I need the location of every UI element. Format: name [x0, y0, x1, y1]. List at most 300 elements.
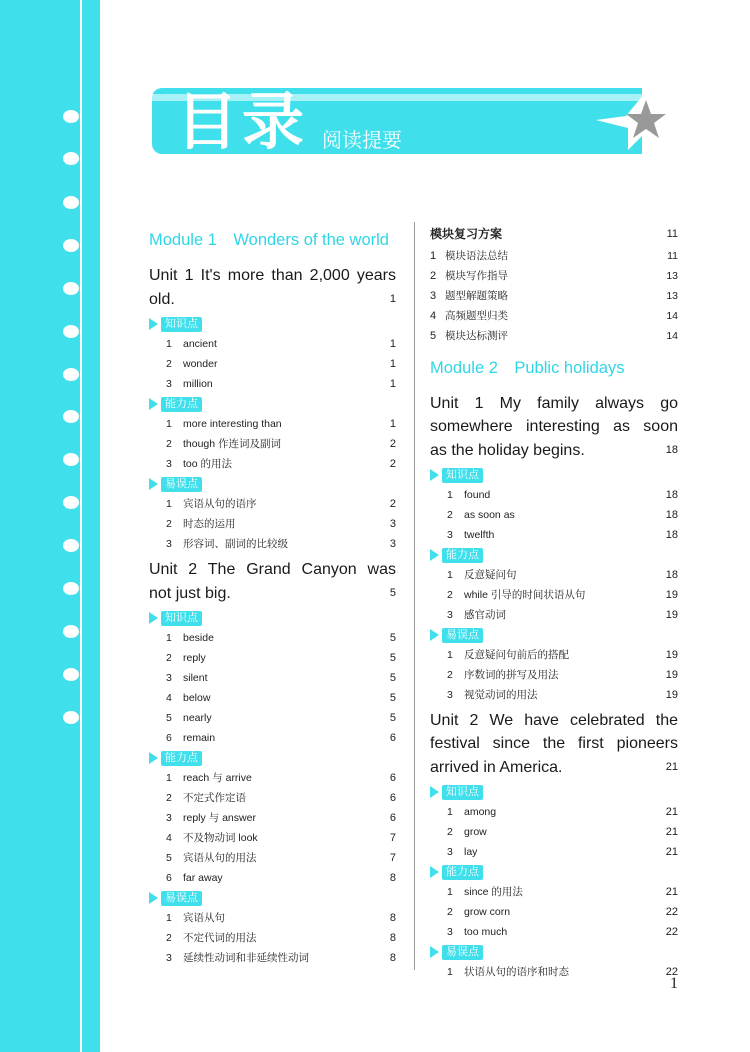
unit-title-line: Unit 2 We have celebrated the [430, 712, 678, 729]
toc-entry-label [166, 534, 288, 554]
toc-entry-number: 6 [166, 732, 172, 744]
toc-entry[interactable] [430, 485, 678, 505]
unit-title-line: Unit 1 It's more than 2,000 years [149, 267, 396, 284]
toc-entry-page: 8 [389, 932, 396, 944]
toc-left-column [149, 224, 396, 968]
toc-entry-number: 3 [447, 609, 453, 621]
toc-entry-text: among [464, 806, 497, 818]
review-plan-entry-page: 13 [666, 290, 678, 302]
toc-entry-text: 延续性动词和非延续性动词 [183, 952, 309, 964]
toc-entry[interactable] [430, 842, 678, 862]
toc-entry-number: 1 [447, 489, 453, 501]
toc-entry-page: 22 [665, 966, 678, 978]
module-title[interactable]: Module 2 Public holidays [430, 359, 625, 377]
toc-entry-number: 2 [166, 932, 172, 944]
toc-entry-page: 5 [389, 632, 396, 644]
section-badge: 能力点 [161, 751, 202, 766]
toc-entry-text: grow corn [464, 906, 511, 918]
toc-entry-page: 2 [389, 458, 396, 470]
review-plan-number: 5 [430, 330, 437, 342]
toc-entry-text: too 的用法 [183, 458, 233, 470]
unit-heading[interactable] [430, 705, 678, 782]
unit-page-number: 5 [389, 587, 396, 599]
review-plan-entry-page: 11 [667, 250, 678, 262]
toc-entry-label [166, 768, 252, 788]
review-plan-text: 题型解题策略 [445, 290, 508, 302]
star-icon [596, 92, 674, 152]
toc-entry-text: beside [183, 632, 214, 644]
toc-entry[interactable] [149, 948, 396, 968]
toc-entry-page: 21 [665, 846, 678, 858]
unit-title-last-line [149, 581, 396, 605]
section-badge: 知识点 [161, 317, 202, 332]
toc-entry-text: below [183, 692, 211, 704]
unit-title-line: somewhere interesting as soon [430, 418, 678, 435]
toc-entry-text: 状语从句的语序和时态 [464, 966, 569, 978]
section-badge: 易误点 [442, 945, 483, 960]
toc-entry-label [447, 585, 585, 605]
toc-entry[interactable] [149, 728, 396, 748]
review-plan-text: 模块写作指导 [445, 270, 508, 282]
review-plan-entry[interactable] [430, 246, 678, 266]
toc-entry[interactable] [430, 962, 678, 982]
toc-entry-number: 4 [166, 832, 172, 844]
toc-right-column [430, 224, 678, 982]
toc-entry-label [447, 902, 510, 922]
toc-entry-page: 21 [665, 806, 678, 818]
toc-entry[interactable] [149, 494, 396, 514]
toc-entry-page: 1 [389, 338, 396, 350]
toc-entry-page: 18 [665, 489, 678, 501]
toc-entry-page: 2 [389, 438, 396, 450]
toc-entry-page: 18 [665, 569, 678, 581]
toc-entry-page: 6 [389, 772, 396, 784]
toc-entry-number: 3 [166, 458, 172, 470]
toc-entry-text: found [464, 489, 491, 501]
toc-entry[interactable] [149, 708, 396, 728]
toc-entry-number: 2 [166, 518, 172, 530]
toc-entry-page: 3 [389, 538, 396, 550]
toc-entry[interactable] [430, 802, 678, 822]
toc-entry-page: 2 [389, 498, 396, 510]
toc-entry-text: 反意疑问句 [464, 569, 517, 581]
review-plan-label [430, 246, 508, 266]
section-header [149, 608, 396, 628]
review-plan-entry-page: 13 [666, 270, 678, 282]
review-plan-number: 2 [430, 270, 437, 282]
triangle-icon [149, 612, 158, 624]
toc-entry-label [447, 505, 515, 525]
toc-entry-number: 2 [447, 906, 453, 918]
binder-hole [63, 152, 79, 165]
toc-entry[interactable] [149, 848, 396, 868]
toc-entry[interactable] [149, 434, 396, 454]
toc-entry-page: 8 [389, 952, 396, 964]
binder-spine [0, 0, 100, 1052]
toc-entry-page: 19 [665, 609, 678, 621]
section-header [430, 942, 678, 962]
review-plan-text: 模块达标测评 [445, 330, 508, 342]
binder-hole [63, 325, 79, 338]
triangle-icon [430, 946, 439, 958]
triangle-icon [430, 629, 439, 641]
toc-entry-number: 6 [166, 872, 172, 884]
toc-entry-label [447, 822, 487, 842]
toc-entry-number: 1 [166, 912, 172, 924]
toc-entry[interactable] [430, 882, 678, 902]
toc-entry-page: 6 [389, 792, 396, 804]
section-badge: 知识点 [442, 468, 483, 483]
toc-entry[interactable] [149, 414, 396, 434]
toc-entry-page: 21 [665, 826, 678, 838]
triangle-icon [430, 866, 439, 878]
toc-entry-text: 序数词的拼写及用法 [464, 669, 559, 681]
toc-entry-label [166, 648, 206, 668]
section-badge: 知识点 [442, 785, 483, 800]
toc-entry-text: remain [183, 732, 216, 744]
toc-entry-text: 宾语从句 [183, 912, 225, 924]
toc-entry-number: 2 [447, 589, 453, 601]
toc-entry-label [166, 808, 256, 828]
triangle-icon [149, 752, 158, 764]
toc-entry-number: 4 [166, 692, 172, 704]
toc-entry-number: 1 [166, 498, 172, 510]
review-plan-label [430, 286, 508, 306]
binder-hole [63, 668, 79, 681]
triangle-icon [149, 398, 158, 410]
toc-entry-page: 19 [665, 589, 678, 601]
toc-entry[interactable] [149, 514, 396, 534]
toc-entry-page: 19 [665, 689, 678, 701]
toc-entry-page: 5 [389, 692, 396, 704]
toc-entry-page: 1 [389, 358, 396, 370]
spine-line [80, 0, 82, 1052]
toc-entry-number: 3 [447, 529, 453, 541]
toc-entry-text: more interesting than [183, 418, 282, 430]
toc-entry[interactable] [430, 605, 678, 625]
toc-entry-text: 视觉动词的用法 [464, 689, 538, 701]
toc-entry-label [447, 665, 559, 685]
review-plan-number: 3 [430, 290, 437, 302]
toc-entry-number: 3 [166, 952, 172, 964]
toc-entry-number: 2 [166, 358, 172, 370]
toc-entry[interactable] [149, 648, 396, 668]
page-title: 目录 [176, 85, 309, 158]
toc-entry-number: 3 [166, 812, 172, 824]
toc-entry-text: though 作连词及副词 [183, 438, 282, 450]
unit-title-text: arrived in America. [430, 759, 563, 776]
toc-entry-number: 3 [447, 846, 453, 858]
toc-entry-page: 19 [665, 669, 678, 681]
toc-entry-number: 2 [166, 438, 172, 450]
toc-entry[interactable] [430, 565, 678, 585]
toc-entry-number: 2 [447, 669, 453, 681]
triangle-icon [430, 469, 439, 481]
section-header [149, 748, 396, 768]
toc-entry[interactable] [149, 868, 396, 888]
section-header [430, 782, 678, 802]
toc-entry-number: 3 [447, 689, 453, 701]
toc-entry-page: 3 [389, 518, 396, 530]
toc-entry-label [447, 485, 490, 505]
toc-entry-page: 21 [665, 886, 678, 898]
toc-entry-number: 3 [166, 672, 172, 684]
review-plan-text: 模块语法总结 [445, 250, 508, 262]
toc-entry-number: 5 [166, 712, 172, 724]
toc-entry[interactable] [149, 354, 396, 374]
section-header [149, 394, 396, 414]
toc-entry-label [447, 922, 507, 942]
unit-page-number: 18 [665, 444, 678, 456]
toc-entry-number: 3 [166, 378, 172, 390]
toc-entry-page: 22 [665, 906, 678, 918]
section-header [149, 888, 396, 908]
section-badge: 能力点 [442, 865, 483, 880]
triangle-icon [430, 549, 439, 561]
toc-entry-text: reply [183, 652, 206, 664]
toc-entry-label [166, 494, 257, 514]
toc-entry-label [166, 514, 236, 534]
toc-entry[interactable] [430, 822, 678, 842]
toc-entry-number: 2 [447, 826, 453, 838]
toc-entry-label [166, 728, 215, 748]
unit-page-number: 21 [665, 761, 678, 773]
toc-entry-text: million [183, 378, 213, 390]
unit-title-text: as the holiday begins. [430, 442, 585, 459]
toc-entry[interactable] [149, 828, 396, 848]
toc-entry[interactable] [430, 585, 678, 605]
toc-entry-page: 18 [665, 529, 678, 541]
toc-entry-text: far away [183, 872, 223, 884]
section-header [149, 314, 396, 334]
section-header [430, 465, 678, 485]
toc-entry-label [447, 605, 506, 625]
toc-entry-text: silent [183, 672, 208, 684]
review-plan-number: 4 [430, 310, 437, 322]
toc-entry[interactable] [149, 688, 396, 708]
toc-entry-text: since 的用法 [464, 886, 523, 898]
toc-entry[interactable] [149, 668, 396, 688]
toc-entry-page: 5 [389, 652, 396, 664]
toc-entry-page: 8 [389, 872, 396, 884]
binder-hole [63, 110, 79, 123]
toc-entry[interactable] [149, 534, 396, 554]
toc-entry-page: 1 [389, 378, 396, 390]
toc-entry-number: 3 [447, 926, 453, 938]
toc-entry-number: 1 [447, 886, 453, 898]
toc-entry-text: 不及物动词 look [183, 832, 258, 844]
toc-entry-label [166, 948, 309, 968]
binder-hole [63, 539, 79, 552]
toc-entry-page: 8 [389, 912, 396, 924]
toc-entry-text: 不定代词的用法 [183, 932, 257, 944]
toc-entry-text: reach 与 arrive [183, 772, 252, 784]
toc-entry-label [166, 354, 217, 374]
binder-hole [63, 196, 79, 209]
review-plan-entry[interactable] [430, 306, 678, 326]
toc-entry[interactable] [430, 922, 678, 942]
toc-entry-page: 18 [665, 509, 678, 521]
toc-entry-label [166, 628, 214, 648]
review-plan-label [430, 326, 508, 346]
triangle-icon [149, 478, 158, 490]
toc-entry-text: as soon as [464, 509, 515, 521]
toc-entry-page: 6 [389, 732, 396, 744]
section-badge: 易误点 [161, 891, 202, 906]
binder-hole [63, 239, 79, 252]
toc-entry[interactable] [149, 374, 396, 394]
toc-entry-number: 2 [166, 792, 172, 804]
section-header [430, 545, 678, 565]
binder-hole [63, 282, 79, 295]
toc-entry-label [447, 565, 517, 585]
section-header [430, 862, 678, 882]
toc-entry-label [447, 645, 569, 665]
section-badge: 易误点 [161, 477, 202, 492]
toc-entry[interactable] [430, 525, 678, 545]
toc-entry-label [166, 848, 257, 868]
toc-entry-label [447, 882, 523, 902]
toc-entry-label [166, 414, 282, 434]
toc-entry-text: 不定式作定语 [183, 792, 246, 804]
unit-title-line: festival since the first pioneers [430, 735, 678, 752]
toc-entry-text: reply 与 answer [183, 812, 256, 824]
page-subtitle: 阅读提要 [322, 128, 402, 152]
toc-entry-number: 1 [166, 338, 172, 350]
toc-entry-number: 1 [166, 418, 172, 430]
toc-entry-text: 宾语从句的语序 [183, 498, 257, 510]
toc-entry-label [447, 842, 477, 862]
toc-entry-number: 1 [166, 632, 172, 644]
toc-entry-text: 宾语从句的用法 [183, 852, 257, 864]
page-number: 1 [670, 975, 678, 992]
toc-entry[interactable] [149, 628, 396, 648]
unit-title-text: old. [149, 291, 175, 308]
toc-entry-page: 1 [389, 418, 396, 430]
toc-entry[interactable] [149, 908, 396, 928]
toc-entry-text: too much [464, 926, 508, 938]
toc-entry-label [166, 828, 258, 848]
toc-entry[interactable] [149, 808, 396, 828]
section-badge: 能力点 [161, 397, 202, 412]
toc-entry[interactable] [430, 665, 678, 685]
toc-entry[interactable] [430, 902, 678, 922]
toc-entry[interactable] [149, 454, 396, 474]
toc-entry-page: 7 [389, 852, 396, 864]
toc-entry-text: nearly [183, 712, 212, 724]
review-plan-label [430, 306, 508, 326]
toc-entry-text: wonder [183, 358, 218, 370]
review-plan-number: 1 [430, 250, 437, 262]
toc-entry-text: 反意疑问句前后的搭配 [464, 649, 569, 661]
toc-entry-label [166, 454, 232, 474]
toc-entry[interactable] [149, 334, 396, 354]
toc-entry-text: while 引导的时间状语从句 [464, 589, 586, 601]
toc-entry-label [166, 334, 217, 354]
module-title[interactable]: Module 1 Wonders of the world [149, 231, 389, 249]
section-header [430, 625, 678, 645]
toc-entry-label [166, 374, 213, 394]
toc-entry-number: 1 [447, 966, 453, 978]
toc-entry-label [447, 525, 494, 545]
review-plan-entry[interactable] [430, 326, 678, 346]
toc-entry-label [166, 668, 208, 688]
toc-entry-number: 1 [447, 569, 453, 581]
toc-entry-text: 感官动词 [464, 609, 506, 621]
unit-title-line: Unit 1 My family always go [430, 395, 678, 412]
unit-title-last-line [430, 438, 678, 462]
toc-entry-label [166, 788, 246, 808]
review-plan-entry-page: 14 [666, 310, 678, 322]
toc-entry[interactable] [430, 645, 678, 665]
column-divider [414, 222, 415, 970]
review-plan-page: 11 [666, 228, 678, 240]
toc-entry-page: 7 [389, 832, 396, 844]
section-badge: 能力点 [442, 548, 483, 563]
binder-hole [63, 410, 79, 423]
toc-entry-number: 1 [166, 772, 172, 784]
triangle-icon [149, 318, 158, 330]
toc-entry-label [166, 908, 225, 928]
unit-heading[interactable] [430, 388, 678, 465]
binder-hole [63, 582, 79, 595]
triangle-icon [149, 892, 158, 904]
review-plan-entry[interactable] [430, 286, 678, 306]
review-plan-text: 高频题型归类 [445, 310, 508, 322]
binder-hole [63, 625, 79, 638]
toc-entry[interactable] [149, 768, 396, 788]
toc-entry-label [166, 434, 281, 454]
binder-hole [63, 368, 79, 381]
toc-entry-label [166, 688, 210, 708]
toc-entry[interactable] [149, 928, 396, 948]
section-badge: 知识点 [161, 611, 202, 626]
review-plan-title: 模块复习方案 [430, 227, 503, 241]
toc-entry[interactable] [149, 788, 396, 808]
toc-entry-number: 2 [166, 652, 172, 664]
toc-entry-number: 5 [166, 852, 172, 864]
unit-title-last-line [430, 755, 678, 779]
unit-title-last-line [149, 287, 396, 311]
binder-hole [63, 711, 79, 724]
toc-entry[interactable] [430, 685, 678, 705]
toc-entry-text: twelfth [464, 529, 495, 541]
toc-entry-text: ancient [183, 338, 217, 350]
toc-entry-label [166, 868, 223, 888]
toc-entry-number: 1 [447, 806, 453, 818]
toc-entry-label [166, 928, 257, 948]
toc-entry-number: 2 [447, 509, 453, 521]
review-plan-heading[interactable] [430, 224, 678, 246]
toc-entry-page: 22 [665, 926, 678, 938]
toc-entry-page: 5 [389, 712, 396, 724]
unit-title-line: Unit 2 The Grand Canyon was [149, 561, 396, 578]
unit-heading[interactable] [149, 260, 396, 314]
toc-entry-text: 形容词、副词的比较级 [183, 538, 288, 550]
unit-heading[interactable] [149, 554, 396, 608]
toc-entry-number: 3 [166, 538, 172, 550]
binder-hole [63, 453, 79, 466]
review-plan-entry-page: 14 [666, 330, 678, 342]
toc-entry-label [447, 685, 538, 705]
section-badge: 易误点 [442, 628, 483, 643]
toc-entry-text: 时态的运用 [183, 518, 236, 530]
toc-entry-label [447, 962, 569, 982]
toc-entry[interactable] [430, 505, 678, 525]
review-plan-entry[interactable] [430, 266, 678, 286]
review-plan-label [430, 266, 508, 286]
toc-entry-label [166, 708, 212, 728]
